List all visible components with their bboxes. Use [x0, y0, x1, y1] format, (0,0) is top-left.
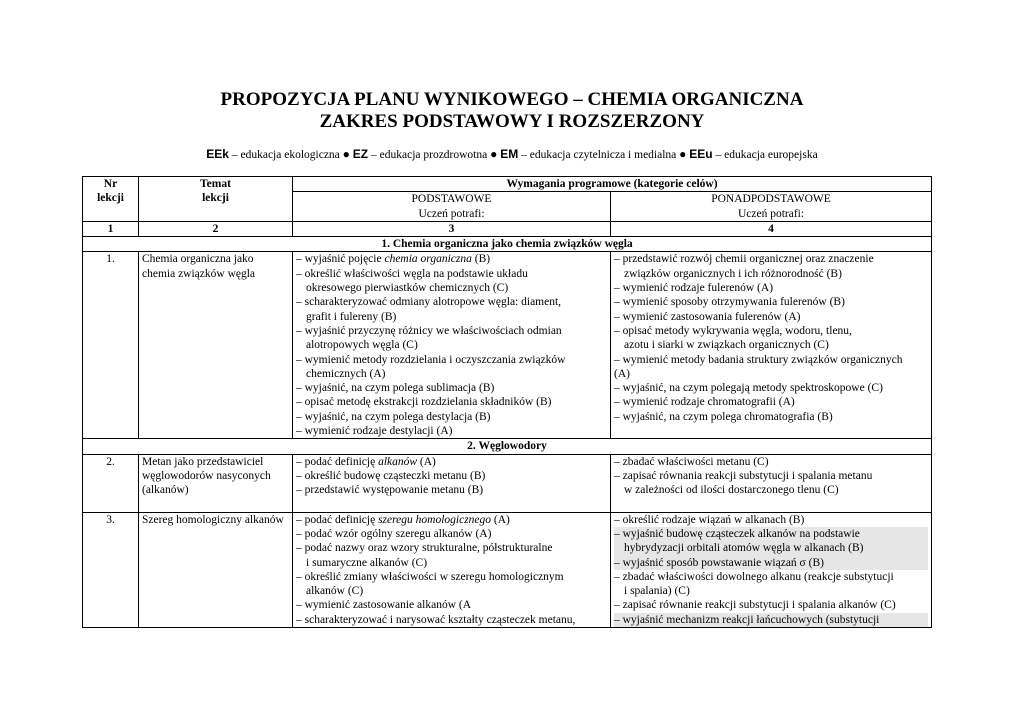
list-item: – przedstawić występowanie metanu (B) [296, 484, 484, 497]
list-item: – wyjaśnić przyczynę różnicy we właściwościach odmian [296, 324, 562, 337]
list-item: hybrydyzacji orbitali atomów węgla w alkanach (B) [614, 541, 928, 555]
list-item: w zależności od ilości dostarczonego tlenu (C) [624, 484, 839, 497]
list-item: – opisać metody wykrywania węgla, wodoru, tlenu, [614, 324, 852, 337]
bullet-icon: ● [342, 147, 350, 161]
list-item: – opisać metodę ekstrakcji rozdzielania składników (B) [296, 396, 552, 409]
basic-requirements [293, 252, 611, 439]
list-item: – podać nazwy oraz wzory strukturalne, półstrukturalne [296, 542, 553, 555]
header-basic-sublabel: Uczeń potrafi: [418, 207, 485, 220]
lesson-number: 2. [83, 454, 139, 512]
list-item: – wymienić rodzaje destylacji (A) [296, 425, 453, 438]
legend-text-eeu: – edukacja europejska [712, 149, 818, 161]
list-item: – wymienić sposoby otrzymywania fulerenów (B) [614, 296, 845, 309]
section-heading: 1. Chemia organiczna jako chemia związków węgla [83, 237, 932, 252]
list-item: – wymienić rodzaje chromatografii (A) [614, 396, 795, 409]
legend-text-ez: – edukacja prozdrowotna [368, 149, 491, 161]
lesson-topic: Szereg homologiczny alkanów [139, 512, 293, 627]
header-topic-text: Temat [200, 178, 231, 190]
column-number-4: 4 [611, 221, 932, 236]
list-item: – podać definicję alkanów (A) [296, 455, 436, 468]
list-item: azotu i siarki w związkach organicznych (C) [624, 339, 829, 352]
lesson-number: 1. [83, 252, 139, 439]
list-item: – określić zmiany właściwości w szeregu homologicznym [296, 570, 564, 583]
list-item: – wyjaśnić budowę cząsteczek alkanów na podstawie [614, 527, 928, 541]
table-row [83, 252, 932, 439]
list-item: – wymienić zastosowanie alkanów (A [296, 599, 472, 612]
list-item: (A) [614, 367, 630, 380]
advanced-requirements [611, 512, 932, 627]
list-item: – wymienić rodzaje fulerenów (A) [614, 282, 774, 295]
legend-text-eek: – edukacja ekologiczna [228, 149, 343, 161]
list-item: – wymienić metody rozdzielania i oczyszczania związków [296, 353, 566, 366]
list-item: alotropowych węgla (C) [306, 339, 418, 352]
list-item: – zbadać właściwości dowolnego alkanu (reakcje substytucji [614, 570, 894, 583]
document-title-line-1: PROPOZYCJA PLANU WYNIKOWEGO – CHEMIA ORGANICZNA [220, 89, 804, 110]
list-item: – scharakteryzować i narysować kształty cząsteczek metanu, [296, 613, 576, 626]
bullet-icon: ● [679, 147, 687, 161]
header-basic-level [293, 192, 611, 222]
header-advanced-label: PONADPODSTAWOWE [711, 193, 831, 206]
list-item: – określić rodzaje wiązań w alkanach (B) [614, 513, 805, 526]
header-advanced-sublabel: Uczeń potrafi: [737, 207, 805, 220]
list-item: – wymienić zastosowania fulerenów (A) [614, 310, 801, 323]
legend-code-em: EM [500, 147, 519, 161]
header-lesson-number [83, 177, 139, 222]
list-item: – scharakteryzować odmiany alotropowe węgla: diament, [296, 296, 562, 309]
header-advanced-level [611, 192, 932, 222]
list-item: – zapisać równanie reakcji substytucji i spalania alkanów (C) [614, 599, 896, 612]
table-row [83, 454, 932, 512]
list-item: – podać definicję szeregu homologicznego (A) [296, 513, 510, 526]
header-nr-text: Nr [103, 178, 118, 190]
basic-requirements [293, 454, 611, 512]
list-item: – wyjaśnić, na czym polegają metody spektroskopowe (C) [614, 382, 883, 395]
header-topic [139, 177, 293, 222]
list-item: – wyjaśnić, na czym polega sublimacja (B) [296, 382, 495, 395]
list-item: i sumaryczne alkanów (C) [306, 556, 428, 569]
list-item: alkanów (C) [306, 585, 364, 598]
advanced-requirements [611, 252, 932, 439]
list-item: – przedstawić rozwój chemii organicznej oraz znaczenie [614, 253, 874, 266]
lesson-number: 3. [83, 512, 139, 627]
list-item: i spalania) (C) [624, 585, 690, 598]
legend-text-em: – edukacja czytelnicza i medialna [518, 149, 680, 161]
list-item: – wyjaśnić pojęcie chemia organiczna (B) [296, 253, 491, 266]
legend-code-eek: EEk [206, 147, 229, 161]
list-item: – wyjaśnić, na czym polega destylacja (B) [296, 410, 491, 423]
list-item: – podać wzór ogólny szeregu alkanów (A) [296, 527, 492, 540]
lesson-topic: Chemia organiczna jako chemia związków węgla [139, 252, 293, 439]
legend-code-eeu: EEu [689, 147, 713, 161]
section-heading: 2. Węglowodory [83, 439, 932, 454]
header-basic-label: PODSTAWOWE [411, 193, 492, 206]
list-item: chemicznych (A) [306, 367, 386, 380]
lesson-plan-table [82, 176, 932, 628]
column-number-3: 3 [293, 221, 611, 236]
bullet-icon: ● [490, 147, 498, 161]
list-item: – zapisać równania reakcji substytucji i spalania metanu [614, 469, 873, 482]
advanced-requirements [611, 454, 932, 512]
list-item: grafit i fulereny (B) [306, 310, 397, 323]
header-nr-text: lekcji [97, 192, 124, 205]
document-title-line-2: ZAKRES PODSTAWOWY I ROZSZERZONY [319, 111, 705, 132]
list-item: – wyjaśnić sposób powstawanie wiązań σ (B) [614, 556, 928, 570]
list-item: – wyjaśnić mechanizm reakcji łańcuchowych (substytucji [614, 613, 928, 627]
header-topic-text: lekcji [202, 192, 229, 205]
list-item: – określić budowę cząsteczki metanu (B) [296, 469, 486, 482]
lesson-topic: Metan jako przedstawiciel węglowodorów nasyconych (alkanów) [139, 454, 293, 512]
list-item: okresowego pierwiastków chemicznych (C) [306, 282, 509, 295]
list-item: – zbadać właściwości metanu (C) [614, 455, 769, 468]
list-item: – określić właściwości węgla na podstawie układu [296, 267, 528, 280]
education-legend [0, 147, 1024, 162]
table-row [83, 512, 932, 627]
basic-requirements [293, 512, 611, 627]
header-requirements: Wymagania programowe (kategorie celów) [293, 177, 932, 192]
column-number-1: 1 [83, 221, 139, 236]
legend-code-ez: EZ [352, 147, 369, 161]
list-item: – wyjaśnić, na czym polega chromatografia (B) [614, 410, 833, 423]
list-item: związków organicznych i ich różnorodność (B) [624, 267, 842, 280]
list-item: – wymienić metody badania struktury związków organicznych [614, 353, 903, 366]
column-number-2: 2 [139, 221, 293, 236]
